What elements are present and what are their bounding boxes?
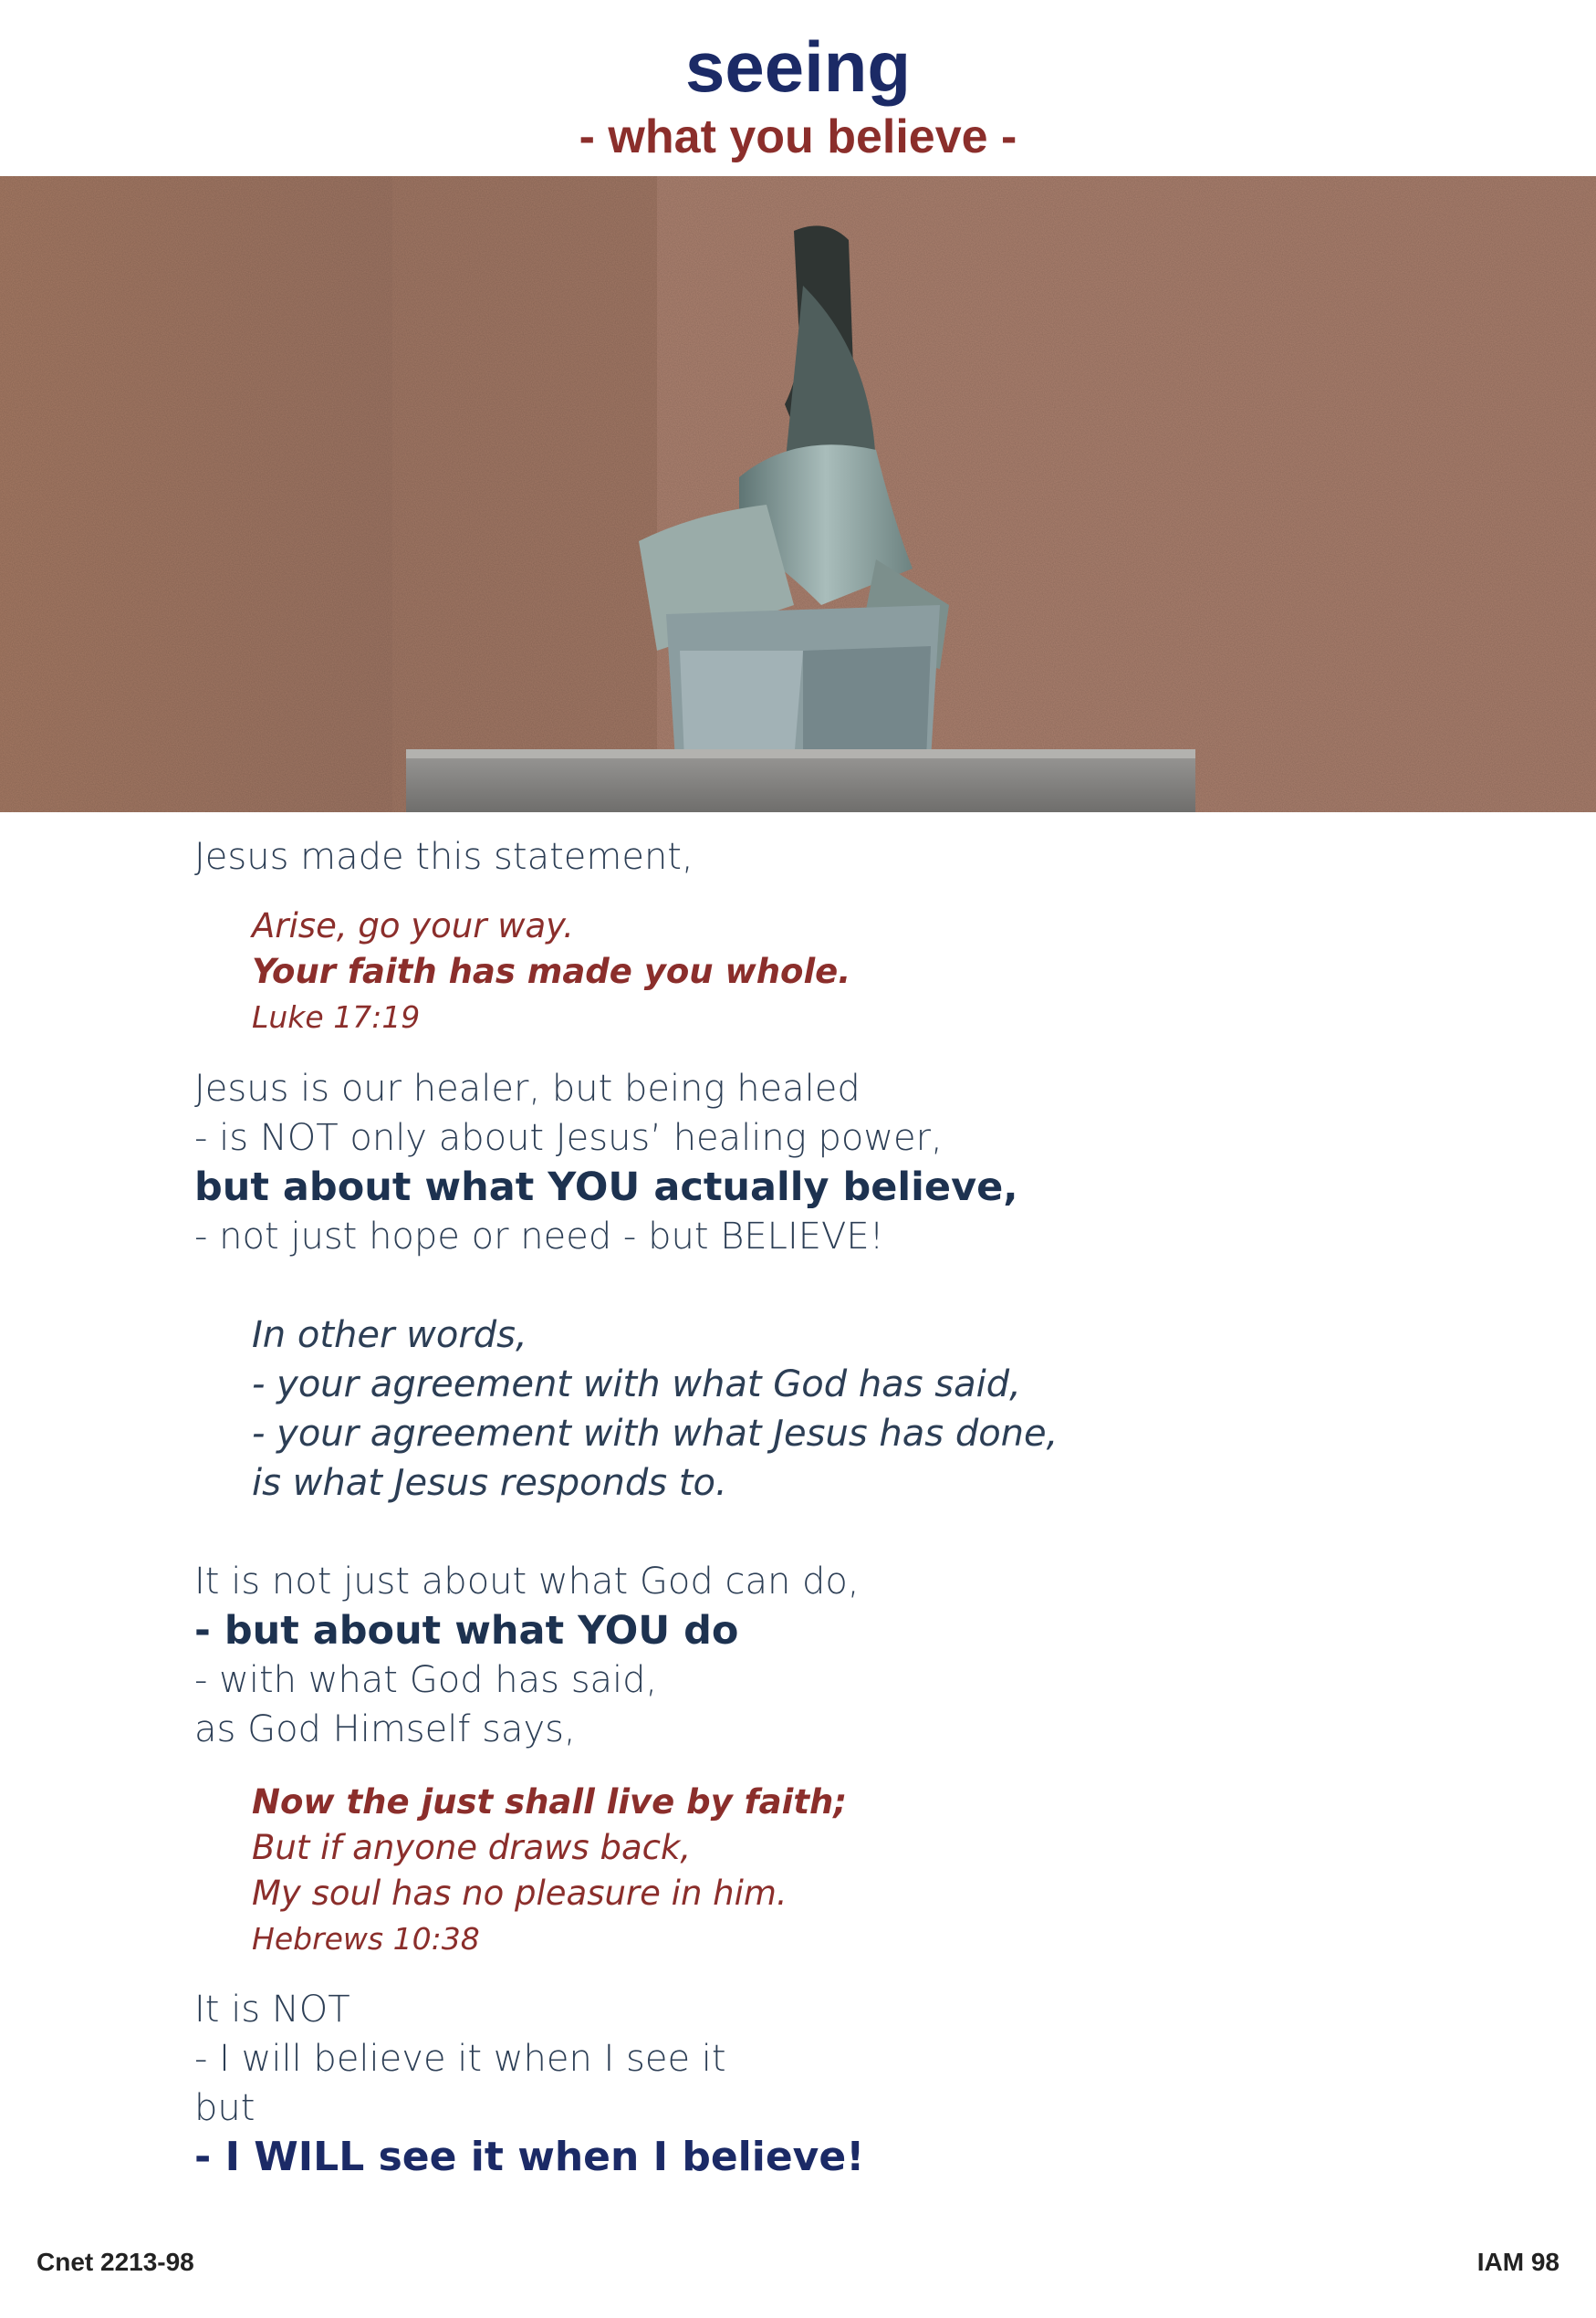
scripture-reference: Hebrews 10:38 — [252, 1921, 480, 1957]
paragraph-line: as God Himself says, — [194, 1708, 576, 1750]
paragraph-line: but — [194, 2087, 256, 2129]
footer-code-right: IAM 98 — [1476, 2248, 1559, 2276]
healer-paragraph — [194, 1064, 1018, 1261]
quote-line: My soul has no pleasure in him. — [252, 1874, 788, 1913]
emphasis-line: - but about what YOU do — [194, 1608, 739, 1654]
what-you-do-paragraph — [194, 1557, 860, 1754]
page-subtitle: - what you believe - — [579, 110, 1017, 163]
scripture-quote-hebrews — [252, 1780, 847, 1962]
emphasis-line: but about what YOU actually believe, — [194, 1164, 1018, 1210]
paragraph-line: - I will believe it when I see it — [194, 2038, 726, 2080]
quote-line: Now the just shall live by faith; — [252, 1782, 848, 1822]
italic-line: is what Jesus responds to. — [252, 1462, 727, 1504]
emphasis-line: - I WILL see it when I believe! — [194, 2134, 865, 2180]
intro-paragraph — [194, 832, 694, 882]
quote-line: But if anyone draws back, — [252, 1828, 692, 1867]
paragraph-line: - with what God has said, — [194, 1659, 658, 1701]
italic-line: - your agreement with what God has said, — [252, 1363, 1021, 1405]
quote-line: Your faith has made you whole. — [252, 952, 851, 991]
footer-code-left: Cnet 2213-98 — [37, 2248, 194, 2276]
intro-line: Jesus made this statement, — [194, 836, 694, 878]
scripture-reference: Luke 17:19 — [252, 999, 421, 1035]
conclusion-paragraph — [194, 1985, 864, 2182]
paragraph-line: It is NOT — [194, 1989, 350, 2031]
sculpture-on-pedestal-photo-icon — [0, 176, 1596, 812]
italic-line: - your agreement with what Jesus has done, — [252, 1413, 1059, 1455]
paragraph-line: It is not just about what God can do, — [194, 1561, 860, 1603]
paragraph-line: - not just hope or need - but BELIEVE! — [194, 1216, 884, 1258]
sculpture-photo — [0, 176, 1596, 812]
in-other-words-block — [252, 1310, 1058, 1508]
page-title: seeing — [684, 26, 912, 107]
paragraph-line: - is NOT only about Jesus’ healing power, — [194, 1117, 943, 1159]
italic-line: In other words, — [252, 1314, 527, 1356]
scripture-quote-luke — [252, 903, 850, 1040]
paragraph-line: Jesus is our healer, but being healed — [194, 1068, 861, 1110]
quote-line: Arise, go your way. — [252, 906, 574, 945]
